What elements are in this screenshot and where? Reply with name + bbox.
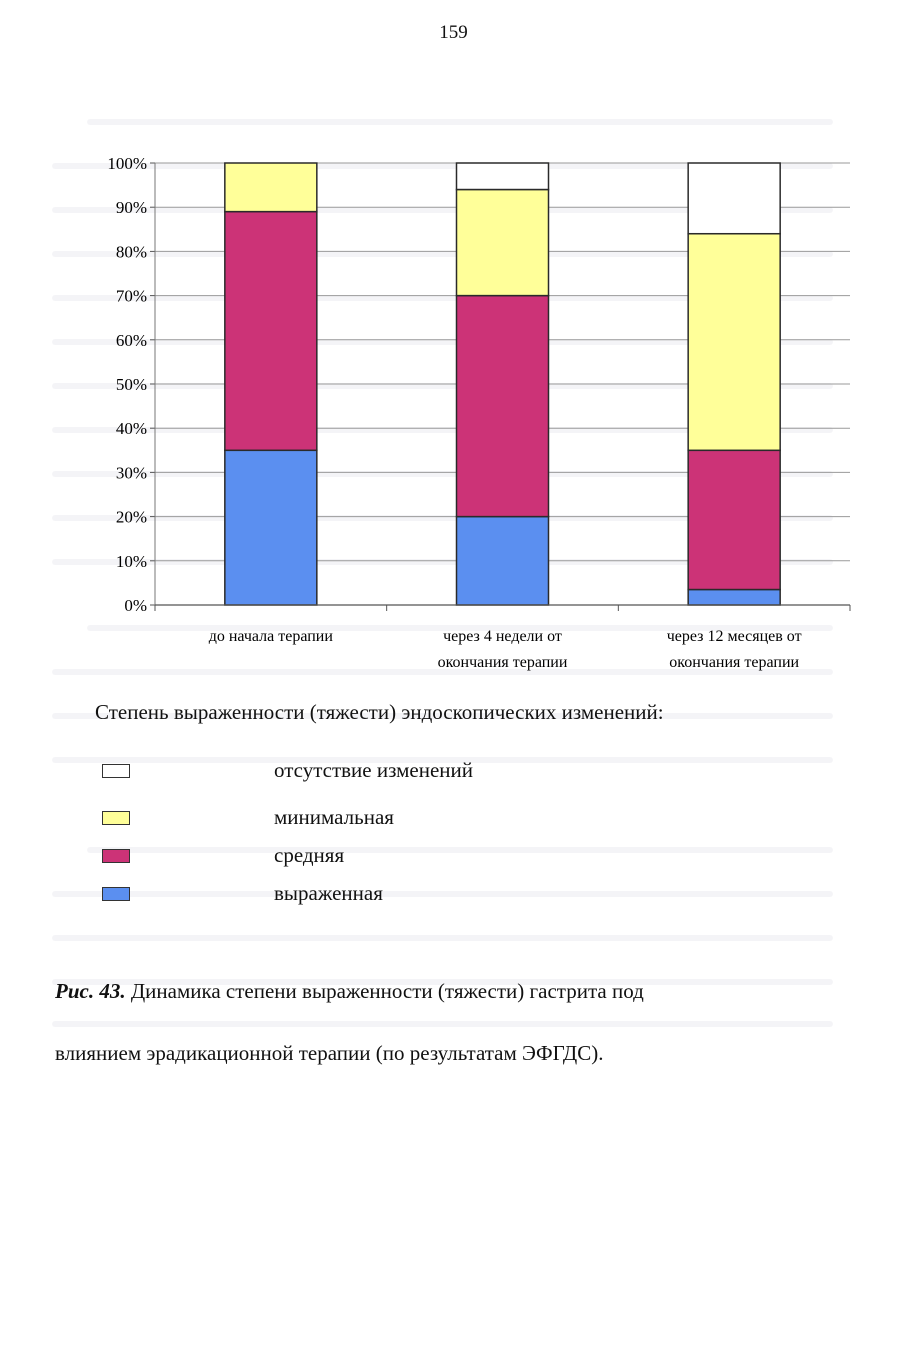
category-label: через 12 месяцев от [666, 628, 802, 645]
x-axis [155, 605, 850, 611]
bar-segment [457, 190, 549, 296]
page-number: 159 [439, 22, 468, 43]
bar-segment [225, 163, 317, 212]
category-label: окончания терапии [437, 654, 568, 671]
y-tick-label: 0% [124, 596, 147, 615]
bar-segment [457, 296, 549, 517]
legend-swatch-absent [102, 764, 130, 778]
bar-segment [688, 590, 780, 605]
legend-title: Степень выраженности (тяжести) эндоскопических изменений: [95, 700, 664, 724]
bar-segment [225, 212, 317, 451]
y-tick-label: 40% [115, 419, 147, 439]
y-tick-label: 70% [115, 286, 147, 306]
bar-segment [457, 163, 549, 190]
caption-line-1 [55, 960, 855, 1022]
legend-swatch-moderate [102, 849, 130, 863]
y-tick-label: 20% [115, 507, 147, 527]
legend-swatch-severe [102, 887, 130, 901]
legend-label-moderate: средняя [274, 843, 345, 867]
legend-label-minimal: минимальная [274, 805, 394, 829]
bar-segment [225, 450, 317, 605]
y-tick-label: 100% [107, 154, 147, 173]
legend-swatch-minimal [102, 811, 130, 825]
caption-text-1: Динамика степени выраженности (тяжести) гастрита под [125, 979, 644, 1003]
figure-label: Рис. 43. [55, 979, 126, 1003]
legend-label-severe: выраженная [274, 881, 383, 905]
x-axis-category-labels [209, 628, 802, 671]
figure-caption [55, 960, 855, 1084]
y-tick-label: 60% [115, 330, 147, 350]
y-tick-label: 30% [115, 463, 147, 483]
y-tick-label: 50% [115, 375, 147, 394]
bar-segment [688, 234, 780, 451]
legend-label-absent: отсутствие изменений [274, 758, 473, 782]
bar-segment [688, 163, 780, 234]
bar-segment [688, 450, 780, 589]
category-label: через 4 недели от [443, 628, 562, 645]
y-axis-ticks [107, 154, 155, 615]
category-label: до начала терапии [208, 628, 333, 645]
bar-segment [457, 517, 549, 605]
caption-line-2: влиянием эрадикационной терапии (по результатам ЭФГДС). [55, 1041, 604, 1065]
y-tick-label: 10% [115, 551, 147, 571]
category-label: окончания терапии [669, 654, 800, 671]
bars [225, 163, 780, 605]
y-tick-label: 90% [115, 198, 147, 218]
y-tick-label: 80% [115, 242, 147, 262]
